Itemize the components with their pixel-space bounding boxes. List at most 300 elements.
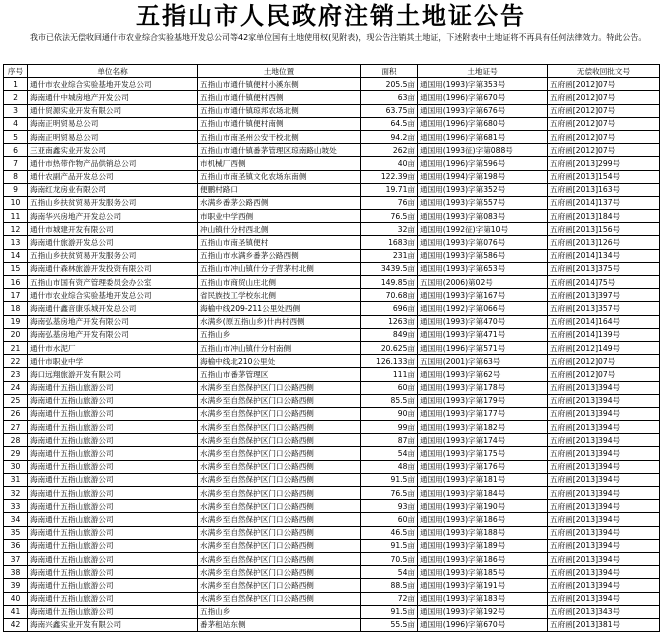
cell-index: 4 — [4, 117, 28, 130]
cell-index: 35 — [4, 526, 28, 539]
cell-certificate-no: 通国用(1993)字第179号 — [418, 394, 548, 407]
cell-area: 91.5亩 — [361, 605, 418, 618]
cell-location: 五指山市商贸山庄北侧 — [198, 276, 361, 289]
table-row — [4, 605, 660, 618]
cell-area: 93亩 — [361, 500, 418, 513]
table-row — [4, 302, 660, 315]
table-row — [4, 421, 660, 434]
cell-index: 39 — [4, 579, 28, 592]
cell-area: 99亩 — [361, 421, 418, 434]
cell-index: 34 — [4, 513, 28, 526]
header-approval-no: 无偿收回批文号 — [548, 65, 660, 78]
table-row — [4, 196, 660, 209]
cell-unit-name: 海南通什五指山旅游公司 — [28, 526, 198, 539]
cell-index: 11 — [4, 210, 28, 223]
header-location: 土地位置 — [198, 65, 361, 78]
cell-index: 28 — [4, 434, 28, 447]
cell-area: 20.625亩 — [361, 341, 418, 354]
cell-location: 五指山市南圣镇文化农场东南侧 — [198, 170, 361, 183]
cell-unit-name: 海南通什五指山旅游公司 — [28, 447, 198, 460]
header-unit-name: 单位名称 — [28, 65, 198, 78]
cell-area: 76.5亩 — [361, 210, 418, 223]
cell-approval-no: 五府函[2013]357号 — [548, 302, 660, 315]
cell-approval-no: 五府函[2012]07号 — [548, 368, 660, 381]
cell-location: 水满乡至自然保护区门口公路西侧 — [198, 592, 361, 605]
cell-area: 85.5亩 — [361, 394, 418, 407]
table-row — [4, 552, 660, 565]
cell-certificate-no: 通国用(1993)字第676号 — [418, 104, 548, 117]
table-row — [4, 328, 660, 341]
cell-unit-name: 海南通什五指山旅游公司 — [28, 605, 198, 618]
cell-index: 12 — [4, 223, 28, 236]
cell-certificate-no: 通国用(1993)字第557号 — [418, 196, 548, 209]
cell-certificate-no: 通国用(1993)字第188号 — [418, 526, 548, 539]
table-row — [4, 341, 660, 354]
cell-unit-name: 通什农副产品开发总公司 — [28, 170, 198, 183]
cell-area: 63亩 — [361, 91, 418, 104]
cell-certificate-no: 通国用(1993)字第167号 — [418, 289, 548, 302]
table-row — [4, 394, 660, 407]
cell-area: 54亩 — [361, 447, 418, 460]
cell-area: 70.5亩 — [361, 552, 418, 565]
cell-approval-no: 五府函[2013]381号 — [548, 618, 660, 631]
cell-approval-no: 五府函[2012]07号 — [548, 91, 660, 104]
cell-index: 5 — [4, 130, 28, 143]
cell-unit-name: 海南华兴房地产开发总公司 — [28, 210, 198, 223]
cell-approval-no: 五府函[2013]394号 — [548, 421, 660, 434]
cell-area: 149.85亩 — [361, 276, 418, 289]
cell-certificate-no: 五国用(2006)第02号 — [418, 276, 548, 289]
cell-certificate-no: 通国用(1993)字第178号 — [418, 381, 548, 394]
cell-certificate-no: 通国用(1992征)字第10号 — [418, 223, 548, 236]
header-area: 面积 — [361, 65, 418, 78]
cell-index: 41 — [4, 605, 28, 618]
cell-approval-no: 五府函[2013]163号 — [548, 183, 660, 196]
cell-area: 54亩 — [361, 566, 418, 579]
cell-location: 水满乡至自然保护区门口公路西侧 — [198, 579, 361, 592]
cell-unit-name: 海南通什五指山旅游公司 — [28, 394, 198, 407]
cell-index: 26 — [4, 407, 28, 420]
cell-area: 48亩 — [361, 460, 418, 473]
cell-unit-name: 海南正明贸易总公司 — [28, 117, 198, 130]
cell-location: 五指山乡 — [198, 605, 361, 618]
cell-area: 91.5亩 — [361, 473, 418, 486]
cell-index: 27 — [4, 421, 28, 434]
cell-index: 22 — [4, 355, 28, 368]
cell-approval-no: 五府函[2013]299号 — [548, 157, 660, 170]
cell-location: 水满乡至自然保护区门口公路西侧 — [198, 539, 361, 552]
notice-title: 五指山市人民政府注销土地证公告 — [136, 1, 526, 30]
cell-unit-name: 海南通什五指山旅游公司 — [28, 421, 198, 434]
notice-intro: 我市已依法无偿收回通什市农业综合实验基地开发总公司等42家单位国有土地使用权(见附表)，现公告注销其土地证，下述附表中土地证将不再具有任何法律效力。特此公告。 — [30, 33, 647, 42]
table-row — [4, 183, 660, 196]
cell-approval-no: 五府函[2012]07号 — [548, 355, 660, 368]
cell-unit-name: 海南通什五指山旅游公司 — [28, 500, 198, 513]
cell-certificate-no: 通国用(1993)字第183号 — [418, 592, 548, 605]
cell-location: 冲山镇什分村西北侧 — [198, 223, 361, 236]
cell-approval-no: 五府函[2013]394号 — [548, 539, 660, 552]
cell-area: 76亩 — [361, 196, 418, 209]
table-row — [4, 223, 660, 236]
cell-index: 42 — [4, 618, 28, 631]
cell-approval-no: 五府函[2013]394号 — [548, 394, 660, 407]
cell-area: 46.5亩 — [361, 526, 418, 539]
cell-location: 市职业中学西侧 — [198, 210, 361, 223]
table-row — [4, 487, 660, 500]
cell-approval-no: 五府函[2013]394号 — [548, 579, 660, 592]
table-row — [4, 130, 660, 143]
cell-approval-no: 五府函[2013]343号 — [548, 605, 660, 618]
cell-unit-name: 海南弘基房地产开发有限公司 — [28, 328, 198, 341]
cell-index: 31 — [4, 473, 28, 486]
cell-index: 2 — [4, 91, 28, 104]
cell-index: 33 — [4, 500, 28, 513]
cell-location: 市机械厂西侧 — [198, 157, 361, 170]
cell-location: 海榆中线209-211公里处西侧 — [198, 302, 361, 315]
cell-location: 便鹏村路口 — [198, 183, 361, 196]
table-row — [4, 91, 660, 104]
cell-location: 五指山市番茅管理区 — [198, 368, 361, 381]
cell-unit-name: 五指山乡扶贫贸易开发服务公司 — [28, 196, 198, 209]
cell-index: 38 — [4, 566, 28, 579]
table-row — [4, 447, 660, 460]
cell-area: 60亩 — [361, 381, 418, 394]
cell-certificate-no: 通国用(1996)字第670号 — [418, 618, 548, 631]
cell-unit-name: 海南通什五指山旅游公司 — [28, 381, 198, 394]
cell-location: 省民族技工学校东北侧 — [198, 289, 361, 302]
table-row — [4, 407, 660, 420]
cell-certificate-no: 通国用(1996)字第571号 — [418, 341, 548, 354]
cell-unit-name: 海南通什五指山旅游公司 — [28, 513, 198, 526]
cell-approval-no: 五府函[2012]149号 — [548, 341, 660, 354]
cell-area: 91.5亩 — [361, 539, 418, 552]
cell-approval-no: 五府函[2013]394号 — [548, 566, 660, 579]
cell-approval-no: 五府函[2013]394号 — [548, 552, 660, 565]
cell-certificate-no: 通国用(1993)字第653号 — [418, 262, 548, 275]
cell-certificate-no: 通国用(1993)字第185号 — [418, 566, 548, 579]
table-row — [4, 289, 660, 302]
cell-certificate-no: 通国用(1993)字第176号 — [418, 460, 548, 473]
cell-certificate-no: 通国用(1993)字第189号 — [418, 539, 548, 552]
cell-certificate-no: 通国用(1996)字第680号 — [418, 117, 548, 130]
cell-unit-name: 海南通什五指山旅游公司 — [28, 566, 198, 579]
cell-unit-name: 海南通什五指山旅游公司 — [28, 407, 198, 420]
cell-area: 90亩 — [361, 407, 418, 420]
cell-certificate-no: 通国用(1993)字第353号 — [418, 78, 548, 91]
cell-approval-no: 五府函[2013]394号 — [548, 407, 660, 420]
header-certificate-no: 土地证号 — [418, 65, 548, 78]
cell-approval-no: 五府函[2014]137号 — [548, 196, 660, 209]
cell-index: 32 — [4, 487, 28, 500]
cell-index: 3 — [4, 104, 28, 117]
table-row — [4, 526, 660, 539]
cell-approval-no: 五府函[2013]394号 — [548, 500, 660, 513]
table-row — [4, 381, 660, 394]
cell-approval-no: 五府函[2014]134号 — [548, 249, 660, 262]
cell-unit-name: 海南通什森林旅游开发投资有限公司 — [28, 262, 198, 275]
cell-index: 17 — [4, 289, 28, 302]
table-row — [4, 104, 660, 117]
cell-area: 696亩 — [361, 302, 418, 315]
table-row — [4, 315, 660, 328]
cell-approval-no: 五府函[2014]164号 — [548, 315, 660, 328]
cell-location: 水满乡至自然保护区门口公路西侧 — [198, 526, 361, 539]
cell-area: 63.75亩 — [361, 104, 418, 117]
cell-index: 37 — [4, 552, 28, 565]
cell-area: 32亩 — [361, 223, 418, 236]
cell-approval-no: 五府函[2013]394号 — [548, 434, 660, 447]
cell-location: 五指山市南圣镇便村 — [198, 236, 361, 249]
cell-certificate-no: 通国用(1993)字第186号 — [418, 552, 548, 565]
cell-location: 五指山市通什镇便村南侧 — [198, 117, 361, 130]
cell-area: 19.71亩 — [361, 183, 418, 196]
cell-area: 111亩 — [361, 368, 418, 381]
cell-approval-no: 五府函[2013]126号 — [548, 236, 660, 249]
table-row — [4, 117, 660, 130]
table-row — [4, 144, 660, 157]
cell-area: 3439.5亩 — [361, 262, 418, 275]
cell-location: 水满乡至自然保护区门口公路西侧 — [198, 500, 361, 513]
cell-location: 水满乡至自然保护区门口公路西侧 — [198, 460, 361, 473]
cell-certificate-no: 通国用(1992)字第066号 — [418, 302, 548, 315]
table-row — [4, 566, 660, 579]
table-row — [4, 473, 660, 486]
cell-certificate-no: 五国用(2001)字第63号 — [418, 355, 548, 368]
cell-unit-name: 海南兴鑫实业开发有限公司 — [28, 618, 198, 631]
table-row — [4, 539, 660, 552]
cell-approval-no: 五府函[2013]394号 — [548, 460, 660, 473]
table-row — [4, 513, 660, 526]
cell-approval-no: 五府函[2013]375号 — [548, 262, 660, 275]
cell-unit-name: 通什市水泥厂 — [28, 341, 198, 354]
cell-approval-no: 五府函[2013]394号 — [548, 526, 660, 539]
cell-area: 72亩 — [361, 592, 418, 605]
cell-area: 126.133亩 — [361, 355, 418, 368]
cell-area: 1263亩 — [361, 315, 418, 328]
cell-approval-no: 五府函[2013]394号 — [548, 513, 660, 526]
cell-area: 87亩 — [361, 434, 418, 447]
cell-location: 五指山市南圣州公安干校北侧 — [198, 130, 361, 143]
cell-location: 五指山市冲山镇什分子营茅村北侧 — [198, 262, 361, 275]
cell-unit-name: 五指山市国有资产管理委员会办公室 — [28, 276, 198, 289]
cell-area: 1683亩 — [361, 236, 418, 249]
cell-area: 60亩 — [361, 513, 418, 526]
table-row — [4, 355, 660, 368]
table-row — [4, 236, 660, 249]
cell-area: 262亩 — [361, 144, 418, 157]
cell-index: 6 — [4, 144, 28, 157]
cell-location: 水满乡至自然保护区门口公路西侧 — [198, 421, 361, 434]
table-row — [4, 460, 660, 473]
cell-unit-name: 通什市热带作物产品供销总公司 — [28, 157, 198, 170]
cell-location: 五指山市通什镇便村西侧 — [198, 91, 361, 104]
cell-index: 40 — [4, 592, 28, 605]
cell-location: 番茅租站东侧 — [198, 618, 361, 631]
cell-certificate-no: 通国用(1993)字第192号 — [418, 605, 548, 618]
cell-certificate-no: 通国用(1993)字第083号 — [418, 210, 548, 223]
cell-certificate-no: 通国用(1993)字第177号 — [418, 407, 548, 420]
cell-index: 24 — [4, 381, 28, 394]
cell-index: 29 — [4, 447, 28, 460]
cell-approval-no: 五府函[2013]394号 — [548, 447, 660, 460]
cell-index: 13 — [4, 236, 28, 249]
cell-location: 水满乡至自然保护区门口公路西侧 — [198, 487, 361, 500]
table-row — [4, 368, 660, 381]
cell-certificate-no: 通国用(1993)字第586号 — [418, 249, 548, 262]
cell-unit-name: 海南通什五指山旅游公司 — [28, 434, 198, 447]
cell-area: 122.39亩 — [361, 170, 418, 183]
cell-approval-no: 五府函[2012]07号 — [548, 144, 660, 157]
table-row — [4, 157, 660, 170]
cell-location: 水满乡番茅公路西侧 — [198, 196, 361, 209]
cell-unit-name: 海南通什五指山旅游公司 — [28, 460, 198, 473]
cell-area: 64.5亩 — [361, 117, 418, 130]
cell-unit-name: 海南通什中城房地产开发公司 — [28, 91, 198, 104]
cell-location: 水满乡至自然保护区门口公路西侧 — [198, 381, 361, 394]
cell-index: 18 — [4, 302, 28, 315]
cell-approval-no: 五府函[2012]07号 — [548, 78, 660, 91]
table-row — [4, 262, 660, 275]
cell-unit-name: 海南通什五指山旅游公司 — [28, 592, 198, 605]
cell-index: 1 — [4, 78, 28, 91]
cell-area: 205.5亩 — [361, 78, 418, 91]
table-row — [4, 500, 660, 513]
cell-index: 36 — [4, 539, 28, 552]
table-header-row — [4, 65, 660, 78]
cell-unit-name: 海南通什五指山旅游公司 — [28, 473, 198, 486]
cell-location: 水满乡至自然保护区门口公路西侧 — [198, 407, 361, 420]
cell-location: 海榆中线北210公里处 — [198, 355, 361, 368]
cell-index: 14 — [4, 249, 28, 262]
cell-location: 水满乡至自然保护区门口公路西侧 — [198, 552, 361, 565]
cell-location: 水满乡至自然保护区门口公路西侧 — [198, 513, 361, 526]
cell-index: 20 — [4, 328, 28, 341]
cell-location: 五指山市水满乡番茅公路西侧 — [198, 249, 361, 262]
cell-location: 水满乡至自然保护区门口公路西侧 — [198, 434, 361, 447]
cell-certificate-no: 通国用(1993)字第076号 — [418, 236, 548, 249]
cell-location: 水满乡至自然保护区门口公路西侧 — [198, 566, 361, 579]
cell-location: 五指山市通什镇琼邦农场北侧 — [198, 104, 361, 117]
cell-certificate-no: 通国用(1993)字第352号 — [418, 183, 548, 196]
land-certificate-table — [3, 64, 660, 632]
cell-index: 9 — [4, 183, 28, 196]
cell-approval-no: 五府函[2013]394号 — [548, 592, 660, 605]
cell-certificate-no: 通国用(1994)字第198号 — [418, 170, 548, 183]
cell-approval-no: 五府函[2014]139号 — [548, 328, 660, 341]
cell-approval-no: 五府函[2013]184号 — [548, 210, 660, 223]
cell-certificate-no: 通国用(1993)字第181号 — [418, 473, 548, 486]
cell-location: 水满乡至自然保护区门口公路西侧 — [198, 394, 361, 407]
cell-unit-name: 海南通什五指山旅游公司 — [28, 539, 198, 552]
cell-unit-name: 通什市职业中学 — [28, 355, 198, 368]
cell-certificate-no: 通国用(1993征)字第088号 — [418, 144, 548, 157]
cell-area: 76.5亩 — [361, 487, 418, 500]
table-row — [4, 276, 660, 289]
cell-unit-name: 海南通什五指山旅游公司 — [28, 579, 198, 592]
cell-index: 8 — [4, 170, 28, 183]
cell-unit-name: 通什贸源实业开发有限公司 — [28, 104, 198, 117]
cell-area: 88.5亩 — [361, 579, 418, 592]
cell-certificate-no: 通国用(1996)字第596号 — [418, 157, 548, 170]
cell-index: 15 — [4, 262, 28, 275]
cell-unit-name: 海南通什五指山旅游公司 — [28, 552, 198, 565]
cell-certificate-no: 通国用(1993)字第182号 — [418, 421, 548, 434]
cell-approval-no: 五府函[2013]154号 — [548, 170, 660, 183]
cell-unit-name: 通什市农业综合实验基地开发总公司 — [28, 78, 198, 91]
cell-unit-name: 海南弘基房地产开发有限公司 — [28, 315, 198, 328]
cell-certificate-no: 通国用(1993)字第174号 — [418, 434, 548, 447]
cell-approval-no: 五府函[2013]156号 — [548, 223, 660, 236]
cell-unit-name: 通什市农业综合实验基地开发总公司 — [28, 289, 198, 302]
cell-certificate-no: 通国用(1993)字第186号 — [418, 513, 548, 526]
cell-location: 五指山市冲山镇什分村南侧 — [198, 341, 361, 354]
cell-area: 94.2亩 — [361, 130, 418, 143]
cell-area: 55.5亩 — [361, 618, 418, 631]
cell-index: 16 — [4, 276, 28, 289]
cell-index: 30 — [4, 460, 28, 473]
cell-certificate-no: 通国用(1993)字第175号 — [418, 447, 548, 460]
cell-unit-name: 通什市城建开发有限公司 — [28, 223, 198, 236]
cell-index: 7 — [4, 157, 28, 170]
cell-certificate-no: 通国用(1996)字第670号 — [418, 91, 548, 104]
cell-index: 23 — [4, 368, 28, 381]
table-row — [4, 618, 660, 631]
table-row — [4, 592, 660, 605]
cell-unit-name: 海南红龙房业有限公司 — [28, 183, 198, 196]
table-row — [4, 249, 660, 262]
cell-location: 水满乡至自然保护区门口公路西侧 — [198, 447, 361, 460]
cell-location: 五指山市通什镇便村小溪东侧 — [198, 78, 361, 91]
table-row — [4, 434, 660, 447]
cell-approval-no: 五府函[2013]394号 — [548, 473, 660, 486]
cell-unit-name: 海南通什旅游开发总公司 — [28, 236, 198, 249]
cell-certificate-no: 通国用(1996)字第681号 — [418, 130, 548, 143]
table-row — [4, 579, 660, 592]
cell-index: 25 — [4, 394, 28, 407]
cell-unit-name: 海口远翔旅游开发有限公司 — [28, 368, 198, 381]
cell-index: 21 — [4, 341, 28, 354]
cell-unit-name: 海南正明贸易总公司 — [28, 130, 198, 143]
cell-approval-no: 五府函[2012]07号 — [548, 117, 660, 130]
cell-approval-no: 五府函[2013]397号 — [548, 289, 660, 302]
cell-approval-no: 五府函[2012]07号 — [548, 104, 660, 117]
cell-certificate-no: 通国用(1993)字第62号 — [418, 368, 548, 381]
cell-approval-no: 五府函[2013]394号 — [548, 487, 660, 500]
table-row — [4, 78, 660, 91]
cell-index: 10 — [4, 196, 28, 209]
cell-unit-name: 海南通什鑫音康乐城开发总公司 — [28, 302, 198, 315]
cell-area: 231亩 — [361, 249, 418, 262]
cell-certificate-no: 通国用(1993)字第190号 — [418, 500, 548, 513]
cell-area: 849亩 — [361, 328, 418, 341]
cell-area: 70.68亩 — [361, 289, 418, 302]
cell-certificate-no: 通国用(1993)字第470号 — [418, 315, 548, 328]
cell-location: 水满乡(原五指山乡)什冉村西侧 — [198, 315, 361, 328]
cell-certificate-no: 通国用(1993)字第471号 — [418, 328, 548, 341]
cell-certificate-no: 通国用(1993)字第184号 — [418, 487, 548, 500]
cell-unit-name: 三亚南鑫实业开发公司 — [28, 144, 198, 157]
table-row — [4, 210, 660, 223]
cell-area: 40亩 — [361, 157, 418, 170]
header-index: 序号 — [4, 65, 28, 78]
table-body — [4, 78, 660, 632]
cell-approval-no: 五府函[2013]394号 — [548, 381, 660, 394]
cell-location: 水满乡至自然保护区门口公路西侧 — [198, 473, 361, 486]
cell-index: 19 — [4, 315, 28, 328]
cell-unit-name: 五指山乡扶贫贸易开发服务公司 — [28, 249, 198, 262]
table-row — [4, 170, 660, 183]
cell-approval-no: 五府函[2014]75号 — [548, 276, 660, 289]
